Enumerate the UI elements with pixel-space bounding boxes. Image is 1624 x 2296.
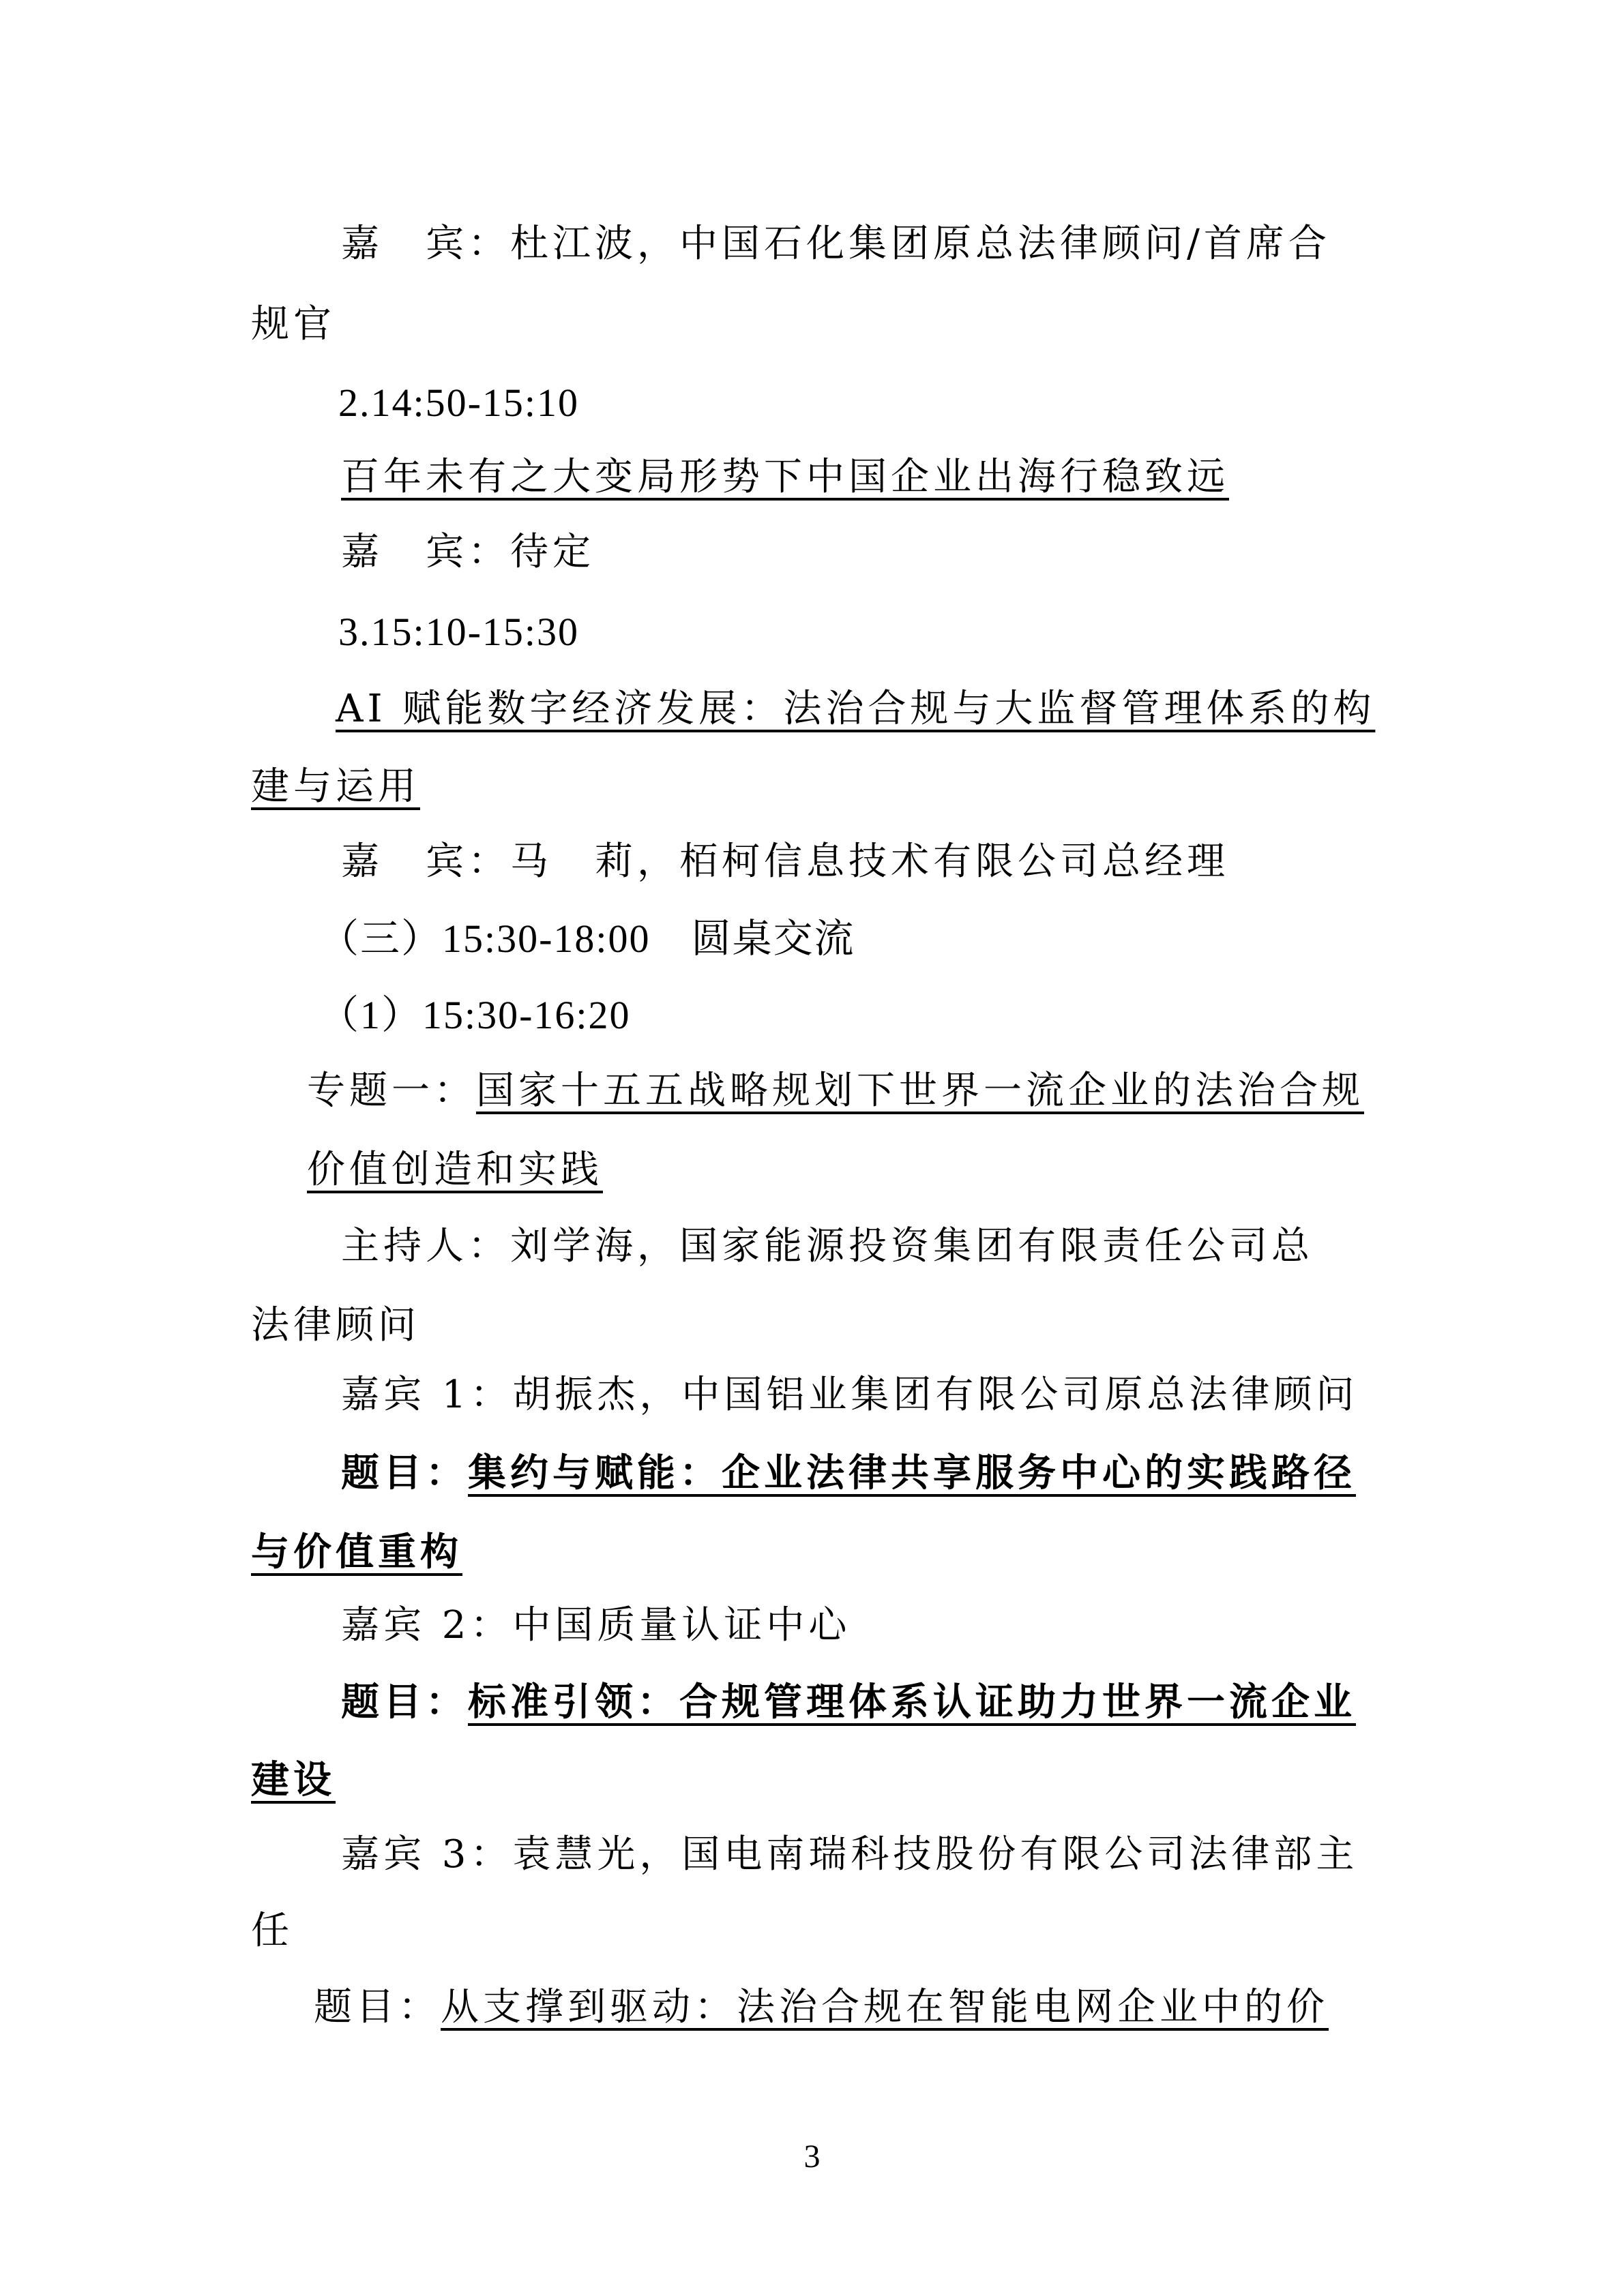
- guest-line-du-jiangbo: 嘉 宾：杜江波，中国石化集团原总法律顾问/首席合: [341, 222, 1331, 266]
- agenda-item-2-time: 2.14:50-15:10: [338, 381, 580, 425]
- topic-1-label: 专题一：: [307, 1069, 476, 1113]
- agenda-item-2-title: 百年未有之大变局形势下中国企业出海行稳致远: [341, 455, 1229, 499]
- guest-line-continuation: 规官: [251, 302, 336, 346]
- agenda-item-3-guest: 嘉 宾：马 莉，栢柯信息技术有限公司总经理: [341, 839, 1229, 884]
- topic-1-heading: [307, 1069, 1364, 1113]
- guest-2-line: 嘉宾 2：中国质量认证中心: [341, 1603, 851, 1648]
- host-line-continuation: 法律顾问: [251, 1303, 420, 1347]
- agenda-item-3-title-continuation: 建与运用: [251, 764, 420, 809]
- guest-2-topic-title: 标准引领：合规管理体系认证助力世界一流企业: [468, 1680, 1356, 1725]
- guest-1-line: 嘉宾 1：胡振杰，中国铝业集团有限公司原总法律顾问: [341, 1373, 1359, 1417]
- guest-2-topic-continuation: 建设: [251, 1757, 336, 1802]
- section-roundtable-heading: （三）15:30-18:00 圆桌交流: [319, 916, 855, 961]
- host-line: 主持人：刘学海，国家能源投资集团有限责任公司总: [341, 1224, 1314, 1268]
- guest-1-topic: [341, 1450, 1356, 1495]
- guest-2-topic-label: 题目：: [341, 1680, 468, 1725]
- guest-2-topic: [341, 1680, 1356, 1725]
- agenda-item-3-time: 3.15:10-15:30: [338, 610, 580, 654]
- agenda-item-3-title: AI 赋能数字经济发展：法治合规与大监督管理体系的构: [336, 687, 1376, 731]
- topic-1-title: 国家十五五战略规划下世界一流企业的法治合规: [476, 1069, 1364, 1113]
- guest-1-topic-title: 集约与赋能：企业法律共享服务中心的实践路径: [468, 1450, 1356, 1495]
- guest-3-topic: [314, 1985, 1329, 2029]
- guest-3-topic-label: 题目：: [314, 1985, 441, 2029]
- guest-3-line: 嘉宾 3：袁慧光，国电南瑞科技股份有限公司法律部主: [341, 1832, 1359, 1877]
- page-number: 3: [803, 2138, 821, 2175]
- guest-3-topic-title: 从支撑到驱动：法治合规在智能电网企业中的价: [441, 1985, 1329, 2029]
- topic-1-title-continuation: 价值创造和实践: [307, 1148, 603, 1192]
- agenda-item-2-guest: 嘉 宾：待定: [341, 530, 595, 574]
- roundtable-session-1-time: （1）15:30-16:20: [319, 993, 631, 1037]
- guest-3-line-continuation: 任: [251, 1909, 293, 1953]
- guest-1-topic-continuation: 与价值重构: [251, 1530, 462, 1575]
- guest-1-topic-label: 题目：: [341, 1450, 468, 1495]
